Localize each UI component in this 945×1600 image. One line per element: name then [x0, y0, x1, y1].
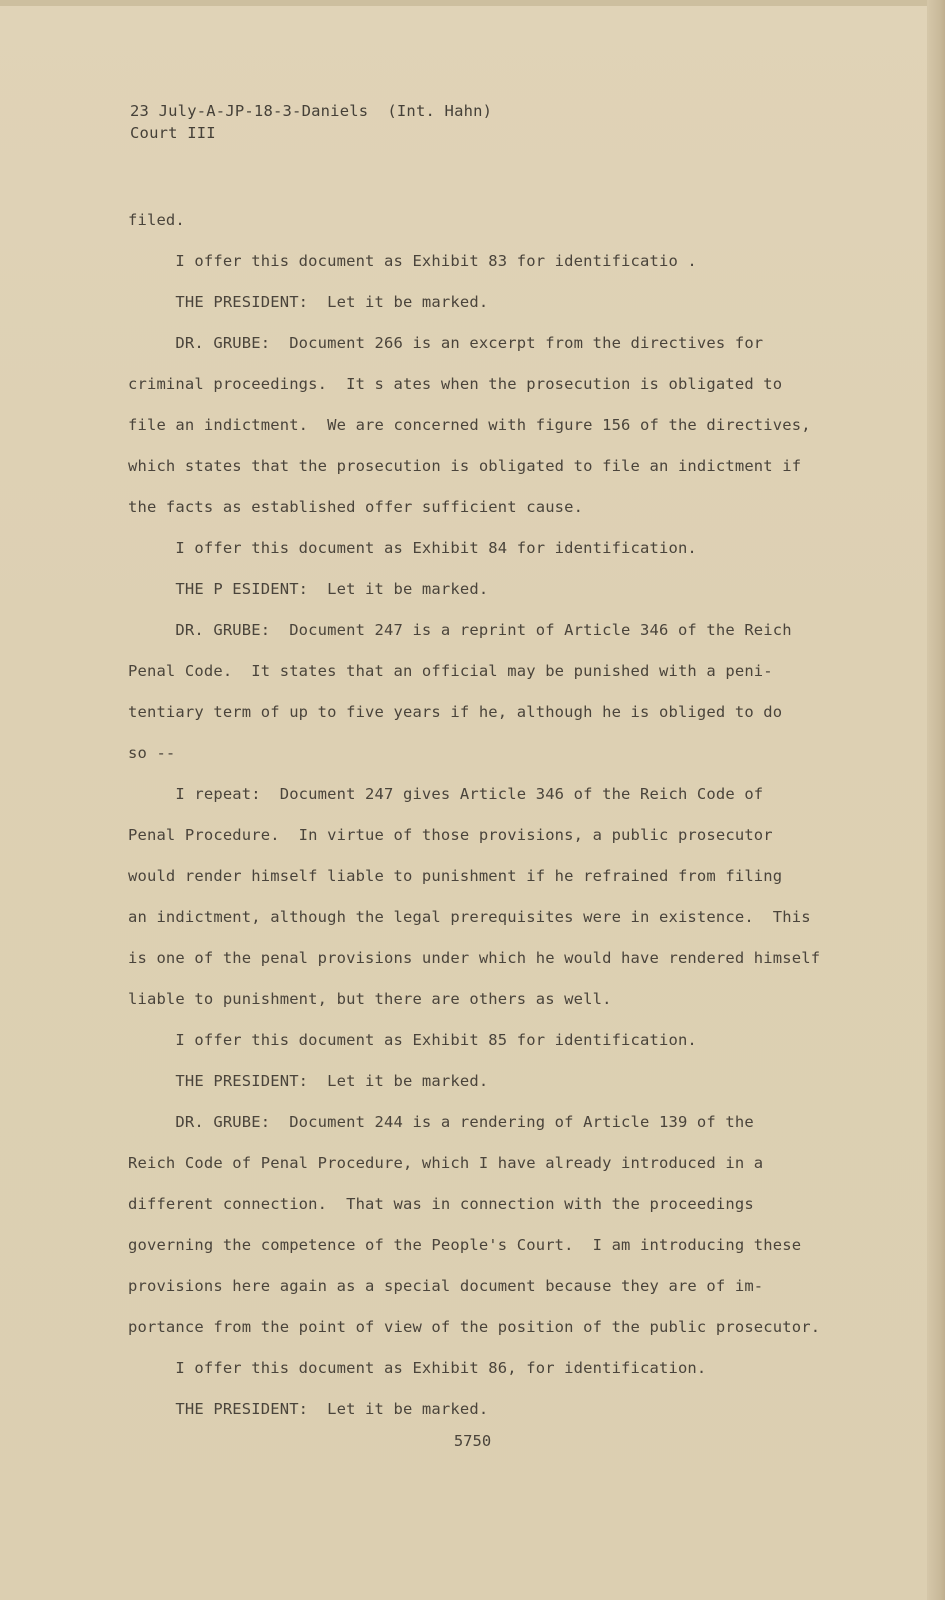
text-line: I offer this document as Exhibit 84 for identification.	[128, 539, 697, 557]
text-line: DR. GRUBE: Document 266 is an excerpt from the directives for	[128, 334, 764, 352]
text-line: filed.	[128, 211, 185, 229]
text-line: an indictment, although the legal prerequisites were in existence. This	[128, 908, 811, 926]
text-line: is one of the penal provisions under which he would have rendered himself	[128, 949, 821, 967]
text-line: I offer this document as Exhibit 83 for identificatio .	[128, 252, 697, 270]
text-line: different connection. That was in connection with the proceedings	[128, 1195, 754, 1213]
text-line: would render himself liable to punishment if he refrained from filing	[128, 867, 783, 885]
document-header	[130, 100, 492, 144]
text-line: Penal Procedure. In virtue of those provisions, a public prosecutor	[128, 826, 773, 844]
header-line-1: 23 July-A-JP-18-3-Daniels (Int. Hahn)	[130, 102, 493, 120]
page-number: 5750	[453, 1432, 492, 1450]
page-top-edge	[0, 0, 945, 6]
text-line: criminal proceedings. It s ates when the prosecution is obligated to	[128, 375, 783, 393]
text-line: THE PRESIDENT: Let it be marked.	[128, 1072, 489, 1090]
text-line: THE P ESIDENT: Let it be marked.	[128, 580, 489, 598]
text-line: I offer this document as Exhibit 86, for identification.	[128, 1359, 707, 1377]
text-line: file an indictment. We are concerned with figure 156 of the directives,	[128, 416, 811, 434]
text-line: Penal Code. It states that an official may be punished with a peni-	[128, 662, 773, 680]
text-line: the facts as established offer sufficient cause.	[128, 498, 584, 516]
text-line: THE PRESIDENT: Let it be marked.	[128, 293, 489, 311]
transcript-body	[128, 200, 898, 1430]
text-line: THE PRESIDENT: Let it be marked.	[128, 1400, 489, 1418]
text-line: tentiary term of up to five years if he, although he is obliged to do	[128, 703, 783, 721]
text-line: I offer this document as Exhibit 85 for identification.	[128, 1031, 697, 1049]
text-line: liable to punishment, but there are others as well.	[128, 990, 612, 1008]
text-line: provisions here again as a special document because they are of im-	[128, 1277, 764, 1295]
text-line: I repeat: Document 247 gives Article 346 of the Reich Code of	[128, 785, 764, 803]
text-line: governing the competence of the People's Court. I am introducing these	[128, 1236, 802, 1254]
text-line: DR. GRUBE: Document 247 is a reprint of Article 346 of the Reich	[128, 621, 792, 639]
text-line: which states that the prosecution is obligated to file an indictment if	[128, 457, 802, 475]
text-line: Reich Code of Penal Procedure, which I have already introduced in a	[128, 1154, 764, 1172]
header-line-2: Court III	[130, 124, 216, 142]
page-right-edge	[927, 0, 945, 1600]
text-line: DR. GRUBE: Document 244 is a rendering of Article 139 of the	[128, 1113, 754, 1131]
text-line: portance from the point of view of the position of the public prosecutor.	[128, 1318, 821, 1336]
text-line: so --	[128, 744, 176, 762]
